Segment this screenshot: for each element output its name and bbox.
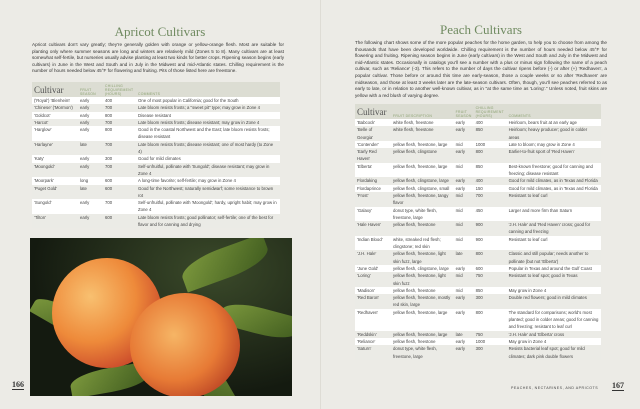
table-cell: Late bloom resists frosts; good pollinator; self-fertile; one of the best for flavor and for canning and drying: [136, 214, 280, 229]
table-row: [355, 287, 601, 294]
table-cell: 850: [474, 287, 507, 294]
table-cell: 'Indian Blood': [355, 236, 391, 251]
table-cell: yellow flesh, freestone, light skin fuzz, large: [391, 250, 454, 265]
table-cell: early: [78, 126, 103, 141]
table-cell: early: [78, 112, 103, 119]
table-cell: 300: [474, 294, 507, 309]
table-cell: Earlier-to-fruit sport of 'Red Haven': [507, 148, 601, 163]
page-number: 167: [612, 381, 624, 390]
table-cell: early: [78, 104, 103, 111]
table-cell: 'Redhaven': [355, 309, 391, 331]
table-cell: yellow flesh, freestone, large: [391, 163, 454, 178]
table-cell: mid: [454, 163, 474, 178]
table-cell: 600: [103, 177, 136, 184]
table-cell: 150: [474, 185, 507, 192]
table-cell: 900: [474, 236, 507, 251]
column-header: FRUIT DESCRIPTION: [391, 104, 454, 119]
table-cell: 1000: [474, 338, 507, 345]
table-cell: 'Red Baron': [355, 294, 391, 309]
table-cell: 900: [474, 221, 507, 236]
table-cell: Heirloom, bears fruit at an early age: [507, 119, 601, 126]
column-header: Cultivar: [355, 104, 391, 119]
table-cell: yellow flesh, freestone: [391, 221, 454, 236]
table-cell: Classic and still popular; needs another to pollinate (but not 'Elberta'): [507, 250, 601, 265]
table-cell: 'Puget Gold': [32, 185, 78, 200]
table-row: [355, 331, 601, 338]
table-cell: 600: [474, 265, 507, 272]
table-cell: 600: [103, 214, 136, 229]
table-cell: Flordaking: [355, 177, 391, 184]
column-header: FRUIT SEASON: [454, 104, 474, 119]
table-cell: One of most popular in California; good for the South: [136, 97, 280, 104]
table-row: [355, 192, 601, 207]
table-cell: early: [454, 265, 474, 272]
table-cell: 850: [474, 126, 507, 141]
table-cell: mid: [454, 192, 474, 207]
table-cell: 700: [103, 141, 136, 156]
table-row: [355, 309, 601, 331]
table-cell: mid: [454, 287, 474, 294]
table-cell: late: [78, 185, 103, 200]
table-cell: 600: [103, 185, 136, 200]
table-row: [32, 97, 280, 104]
table-cell: early: [78, 199, 103, 214]
table-cell: yellow flesh, clingstone, large: [391, 177, 454, 184]
table-cell: Disease resistant: [136, 112, 280, 119]
table-cell: 'Frost': [355, 192, 391, 207]
table-cell: Double red flowers; good in mild climates: [507, 294, 601, 309]
table-cell: early: [454, 148, 474, 163]
table-cell: early: [454, 177, 474, 184]
table-cell: Late to bloom; may grow in Zone 4: [507, 141, 601, 148]
table-cell: Best-known freestone; good for canning and freezing; disease resistant: [507, 163, 601, 178]
table-row: [355, 236, 601, 251]
table-row: [32, 112, 280, 119]
table-cell: 700: [103, 104, 136, 111]
table-cell: 'Contender': [355, 141, 391, 148]
table-cell: white flesh, freestone: [391, 119, 454, 126]
table-cell: 750: [474, 272, 507, 287]
peach-photo: [30, 238, 292, 396]
apricot-table: [32, 82, 280, 228]
table-cell: 700: [103, 119, 136, 126]
table-cell: Self-unfruitful, pollinate with 'Moongold'; hardy, upright habit; may grow in Zone 4: [136, 199, 280, 214]
table-cell: 'Reddskin': [355, 331, 391, 338]
table-row: [355, 294, 601, 309]
table-row: [32, 104, 280, 111]
table-cell: 850: [474, 163, 507, 178]
table-cell: donut type, white flesh, freestone, large: [391, 345, 454, 360]
table-cell: yellow flesh, freestone, mostly red skin, large: [391, 294, 454, 309]
table-cell: early: [454, 345, 474, 360]
table-cell: 300: [474, 345, 507, 360]
table-cell: 'Elberta': [355, 163, 391, 178]
column-header: CHILLING REQUIREMENT (HOURS): [103, 82, 136, 97]
table-cell: mid: [454, 141, 474, 148]
table-cell: Flordaprince: [355, 185, 391, 192]
table-cell: yellow flesh, clingstone, small: [391, 185, 454, 192]
table-cell: 'Madison': [355, 287, 391, 294]
table-cell: 700: [103, 163, 136, 178]
table-row: [32, 126, 280, 141]
table-cell: 'Tilton': [32, 214, 78, 229]
table-row: [355, 221, 601, 236]
table-row: [355, 265, 601, 272]
table-cell: mid: [454, 236, 474, 251]
table-row: [32, 141, 280, 156]
table-cell: 400: [474, 119, 507, 126]
table-cell: 'J.H. Hale' and 'Red Haven' cross; good for canning and freezing: [507, 221, 601, 236]
table-row: [32, 163, 280, 178]
table-cell: 'Harlayne': [32, 141, 78, 156]
page-number: 166: [12, 380, 24, 389]
table-cell: yellow flesh, clingstone: [391, 148, 454, 163]
column-header: CHILLING REQUIREMENT (HOURS): [474, 104, 507, 119]
table-cell: 800: [474, 250, 507, 265]
table-cell: yellow flesh, freestone, tangy flavor: [391, 192, 454, 207]
table-cell: May grow in Zone 4: [507, 287, 601, 294]
table-cell: Good for mild climates: [136, 155, 280, 162]
table-cell: 1000: [474, 141, 507, 148]
table-row: [355, 272, 601, 287]
table-cell: 800: [474, 148, 507, 163]
table-row: [355, 185, 601, 192]
table-cell: A long-time favorite; self-fertile; may grow in Zone 4: [136, 177, 280, 184]
table-cell: late: [454, 331, 474, 338]
table-cell: yellow flesh, freestone: [391, 287, 454, 294]
table-row: [32, 177, 280, 184]
table-cell: yellow flesh, clingstone, large: [391, 265, 454, 272]
table-cell: The standard for comparisons; world's most planted; good in colder areas; good for canning and freezing; resistant to leaf curl: [507, 309, 601, 331]
table-cell: yellow flesh, freestone, light skin fuzz: [391, 272, 454, 287]
table-cell: Resists bacterial leaf spot; good for mild climates; dark pink double flowers: [507, 345, 601, 360]
table-cell: Resistant to leaf spot; good in Texas: [507, 272, 601, 287]
column-header: Cultivar: [32, 82, 78, 97]
table-cell: white flesh, freestone: [391, 126, 454, 141]
table-row: [355, 148, 601, 163]
table-row: [355, 338, 601, 345]
table-cell: 'Goldcot': [32, 112, 78, 119]
table-cell: yellow flesh, freestone, large: [391, 331, 454, 338]
table-cell: Good for mild climates, as in Texas and Florida: [507, 177, 601, 184]
table-row: [355, 163, 601, 178]
table-cell: late: [78, 141, 103, 156]
table-cell: Larger and more firm than Saturn: [507, 207, 601, 222]
table-cell: Resistant to leaf curl: [507, 192, 601, 207]
table-cell: 'Chinese' ('Mormon'): [32, 104, 78, 111]
table-cell: 'Harglow': [32, 126, 78, 141]
table-row: [355, 119, 601, 126]
column-header: FRUIT SEASON: [78, 82, 103, 97]
table-cell: 'Katy': [32, 155, 78, 162]
table-cell: 800: [474, 309, 507, 331]
table-cell: 'Early Red Haven': [355, 148, 391, 163]
table-cell: early: [454, 338, 474, 345]
table-cell: donut type, white flesh, freestone, large: [391, 207, 454, 222]
page-title: Apricot Cultivars: [114, 24, 206, 39]
table-cell: early: [78, 155, 103, 162]
table-row: [355, 345, 601, 360]
table-cell: 800: [103, 112, 136, 119]
table-cell: Late bloom resists frosts; a "sweet pit" type; may grow in Zone 4: [136, 104, 280, 111]
table-cell: 'Moongold': [32, 163, 78, 178]
table-cell: 300: [103, 155, 136, 162]
table-cell: 450: [474, 207, 507, 222]
table-cell: early: [78, 119, 103, 126]
table-cell: Popular in Texas and around the Gulf Coast: [507, 265, 601, 272]
table-cell: early: [454, 119, 474, 126]
table-cell: early: [78, 214, 103, 229]
running-footer: PEACHES, NECTARINES, AND APRICOTS: [511, 386, 599, 390]
table-cell: 800: [103, 126, 136, 141]
table-cell: 'June Gold': [355, 265, 391, 272]
table-cell: 'Belle of Georgia': [355, 126, 391, 141]
table-cell: 'Sungold': [32, 199, 78, 214]
peach-table: [355, 104, 601, 360]
table-cell: yellow flesh, freestone, large: [391, 309, 454, 331]
table-cell: Good for the Northwest; naturally semidwarf; some resistance to brown rot: [136, 185, 280, 200]
table-cell: mid: [454, 207, 474, 222]
table-cell: Self-unfruitful, pollinate with 'Sungold'; disease resistant; may grow in Zone 4: [136, 163, 280, 178]
table-cell: early: [454, 126, 474, 141]
table-cell: white, streaked red flesh; clingstone; red skin: [391, 236, 454, 251]
table-row: [355, 250, 601, 265]
table-cell: early: [78, 97, 103, 104]
table-cell: 'Galaxy': [355, 207, 391, 222]
table-row: [355, 141, 601, 148]
table-cell: yellow flesh, freestone: [391, 338, 454, 345]
table-cell: 'J.H. Hale': [355, 250, 391, 265]
table-cell: 'Babcock': [355, 119, 391, 126]
table-cell: 'Loring': [355, 272, 391, 287]
table-cell: early: [454, 309, 474, 331]
table-cell: 'Moorpark': [32, 177, 78, 184]
column-header: COMMENTS: [507, 104, 601, 119]
table-cell: Late bloom resists frosts; disease resistant; one of most hardy (to Zone 4): [136, 141, 280, 156]
table-row: [32, 214, 280, 229]
right-page: [320, 0, 640, 409]
table-row: [355, 177, 601, 184]
table-cell: early: [78, 163, 103, 178]
table-cell: mid: [454, 272, 474, 287]
table-cell: Resistant to leaf curl: [507, 236, 601, 251]
table-cell: May grow in Zone 4: [507, 338, 601, 345]
table-cell: 'Saturn': [355, 345, 391, 360]
intro-paragraph: The following chart shows some of the more popular peaches for the home garden, to help you to choose from among the thousands that have been developed worldwide. Chilling requirement is the number of hours needed below 45°F for flowering and fruiting. Ripening season begins in June (early cultivars) in the West and South and July in the Midwest and mid-Atlantic states. Occasionally in catalogs you'll see a number with a plus or minus sign following the name of a peach cultivar, such as 'Reliance' (-3). This refers to the number of days the cultivar ripens before (-) or after (+) 'Redhaven', a popular cultivar. Those before or around this time are early-season, those a couple weeks or so after 'Redhaven' are midseason, and those at least 3 weeks later are the late-season cultivars. Often, though, you'll see peaches referred to as early to late, or in relation to another well-known cultivar, as in "at the same time as 'Loring'." Unless noted, fruit skins are yellow with a red blush of varying degree.: [355, 40, 607, 98]
table-row: [355, 126, 601, 141]
table-row: [32, 119, 280, 126]
table-cell: Late bloom resists frosts; disease resistant; may grow in Zone 4: [136, 119, 280, 126]
table-cell: 'Reliance': [355, 338, 391, 345]
table-cell: yellow flesh, freestone, large: [391, 141, 454, 148]
page-title: Peach Cultivars: [440, 22, 522, 37]
table-cell: early: [454, 185, 474, 192]
table-cell: 400: [103, 97, 136, 104]
table-cell: Good in the coastal Northwest and the East; late bloom resists frosts; disease resistant: [136, 126, 280, 141]
table-cell: mid: [454, 221, 474, 236]
table-cell: 700: [103, 199, 136, 214]
table-cell: 'Hale Haven': [355, 221, 391, 236]
table-row: [32, 199, 280, 214]
table-row: [32, 155, 280, 162]
table-cell: Good for mild climates, as in Texas and Florida: [507, 185, 601, 192]
intro-paragraph: Apricot cultivars don't vary greatly; they're generally golden with orange or yellow-orange flesh. Most are suitable for planting only where summer seasons are long and winters are relatively mild (Zones 5 to 8). Many cultivars are at least somewhat self-fertile, but nurseries usually advise planting at least two kinds for better crops. Ripening season begins (early cultivars) in June in the West and South and in July in the Midwest and mid-Atlantic states. Chilling requirement is the number of hours needed below 45°F for flowering and fruiting. Pits of those listed here are freestone.: [32, 42, 284, 74]
table-cell: 'Harcot': [32, 119, 78, 126]
table-cell: ('Royal') 'Blenheim': [32, 97, 78, 104]
table-cell: 'J.H. Hale' and 'Elberta' cross: [507, 331, 601, 338]
table-cell: 750: [474, 331, 507, 338]
table-cell: early: [454, 294, 474, 309]
table-row: [355, 207, 601, 222]
column-header: COMMENTS: [136, 82, 280, 97]
table-row: [32, 185, 280, 200]
table-cell: 700: [474, 192, 507, 207]
table-cell: long: [78, 177, 103, 184]
table-cell: 400: [474, 177, 507, 184]
table-cell: Heirloom; heavy producer; good in colder areas: [507, 126, 601, 141]
table-cell: late: [454, 250, 474, 265]
